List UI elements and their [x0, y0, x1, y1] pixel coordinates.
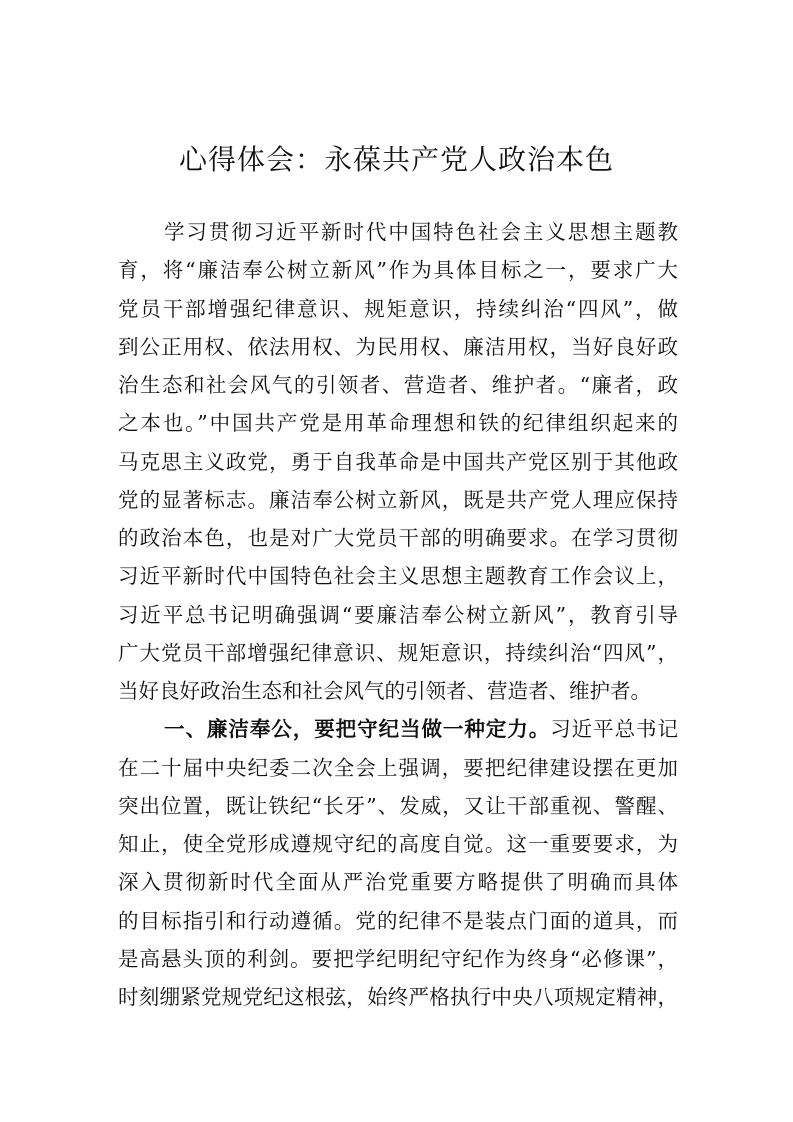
text-line: 育，将“廉洁奉公树立新风”作为具体目标之一，要求广大	[118, 258, 678, 283]
text-line: 到公正用权、依法用权、为民用权、廉洁用权，当好良好政	[118, 334, 678, 359]
text-line: 马克思主义政党，勇于自我革命是中国共产党区别于其他政	[118, 449, 678, 474]
text-line: 深入贯彻新时代全面从严治党重要方略提供了明确而具体	[118, 870, 678, 895]
text-line: 在二十届中央纪委二次全会上强调，要把纪律建设摆在更加	[118, 755, 678, 780]
document-body	[118, 213, 678, 1016]
text-line: 党员干部增强纪律意识、规矩意识，持续纠治“四风”，做	[118, 296, 678, 321]
text-line: 知止，使全党形成遵规守纪的高度自觉。这一重要要求，为	[118, 832, 678, 856]
text-line: 党的显著标志。廉洁奉公树立新风，既是共产党人理应保持	[118, 487, 678, 512]
paragraph-section-1	[118, 710, 678, 1016]
text-line: 治生态和社会风气的引领者、营造者、维护者。“廉者，政	[118, 373, 678, 397]
text-line: 突出位置，既让铁纪“长牙”、发威，又让干部重视、警醒、	[118, 793, 678, 818]
section-heading-line	[118, 710, 678, 748]
text-line: 习近平新时代中国特色社会主义思想主题教育工作会议上，	[118, 564, 678, 589]
text-line: 学习贯彻习近平新时代中国特色社会主义思想主题教	[164, 220, 678, 244]
text-span: 习近平总书记	[550, 717, 679, 742]
text-line: 当好良好政治生态和社会风气的引领者、营造者、维护者。	[118, 679, 651, 703]
document-title: 心得体会：永葆共产党人政治本色	[178, 143, 614, 176]
paragraph-intro	[118, 213, 678, 710]
section-heading: 一、廉洁奉公，要把守纪当做一种定力。	[164, 717, 551, 742]
text-line: 广大党员干部增强纪律意识、规矩意识，持续纠治“四风”，	[118, 640, 678, 665]
text-line: 的政治本色，也是对广大党员干部的明确要求。在学习贯彻	[118, 526, 678, 550]
text-line: 习近平总书记明确强调“要廉洁奉公树立新风”，教育引导	[118, 602, 678, 627]
text-line: 时刻绷紧党规党纪这根弦，始终严格执行中央八项规定精神，	[118, 985, 678, 1009]
text-line: 是高悬头顶的利剑。要把学纪明纪守纪作为终身“必修课”，	[118, 946, 678, 971]
text-line: 的目标指引和行动遵循。党的纪律不是装点门面的道具，而	[118, 908, 678, 933]
text-line: 之本也。”中国共产党是用革命理想和铁的纪律组织起来的	[118, 411, 678, 436]
